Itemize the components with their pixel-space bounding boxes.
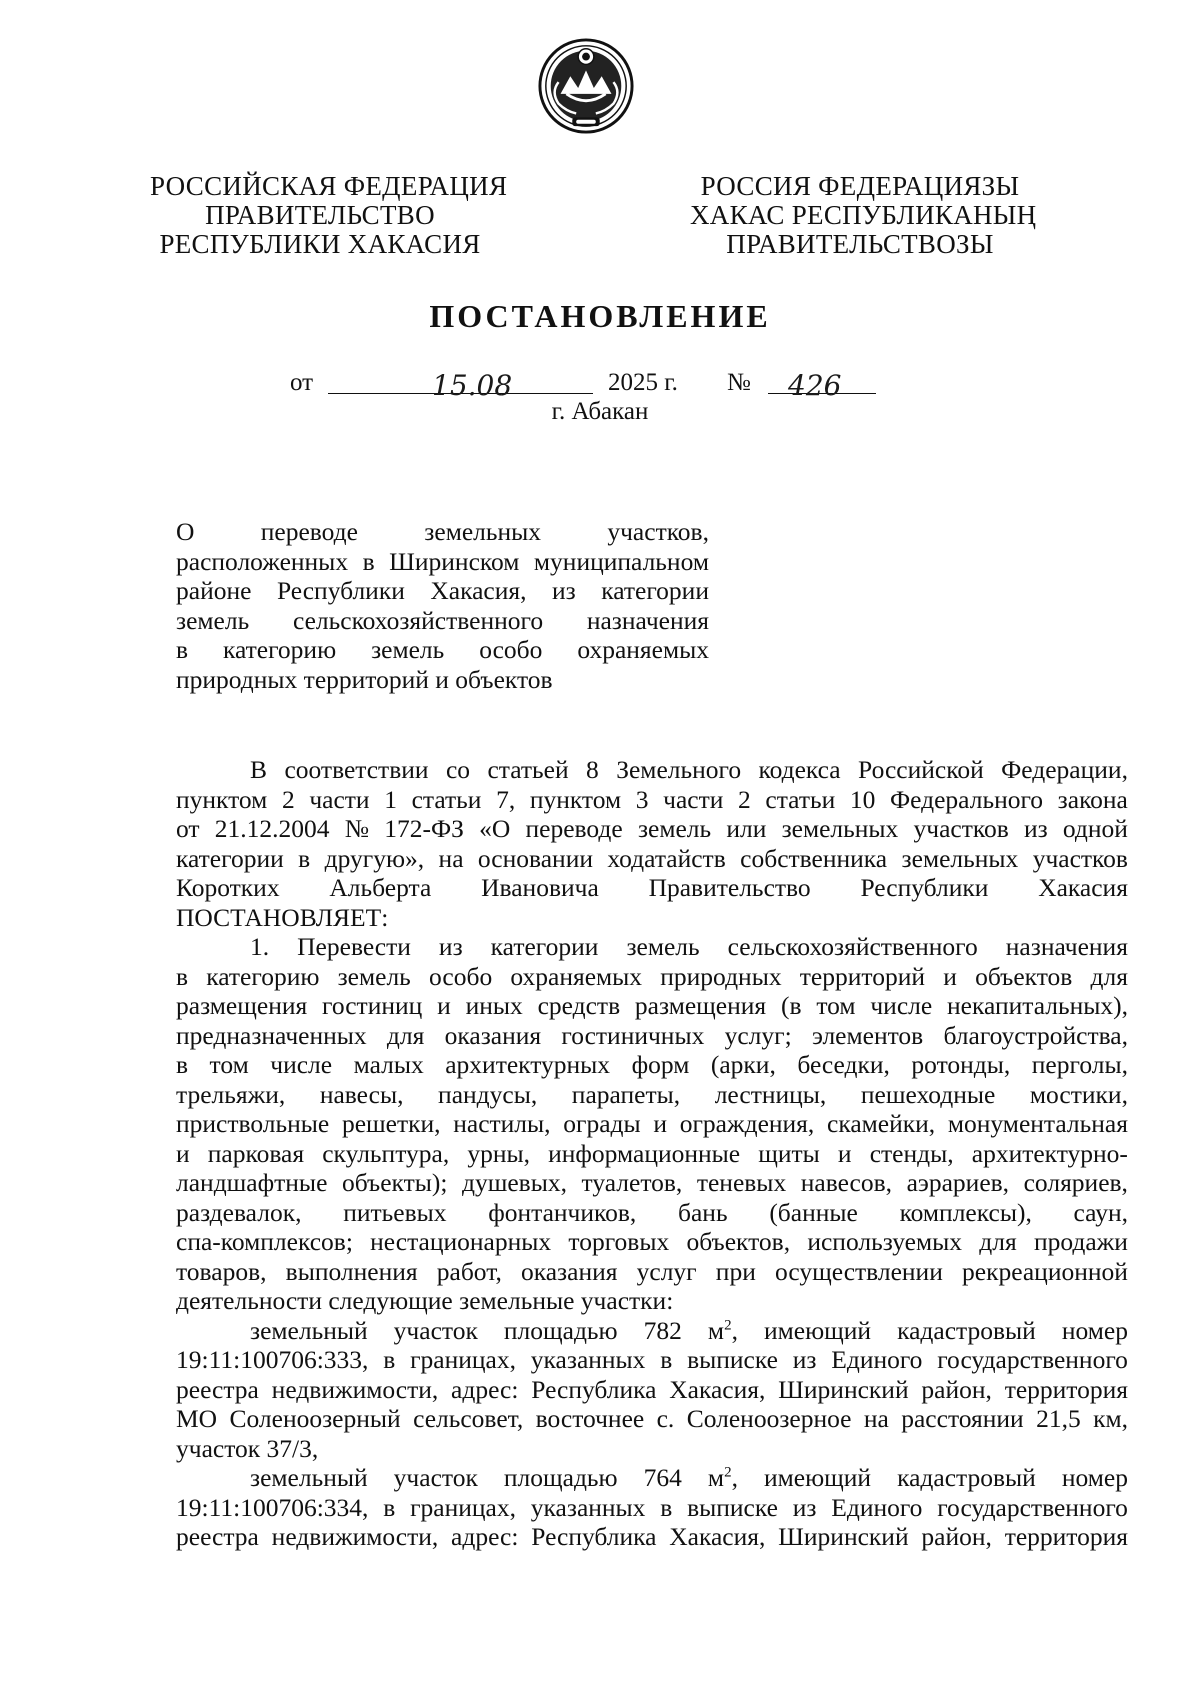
body-line: В соответствии со статьей 8 Земельного кодекса Российской Федерации,: [250, 755, 1128, 784]
body-line: товаров, выполнения работ, оказания услуг при осуществлении рекреационной: [176, 1256, 1128, 1286]
header-right: [690, 171, 1037, 259]
body-line: МО Соленоозерный сельсовет, восточнее с. Соленоозерное на расстоянии 21,5 км,: [176, 1404, 1128, 1433]
handwritten-number: 426: [788, 369, 842, 402]
date-prefix: от: [290, 369, 314, 396]
year-label: 2025 г.: [608, 369, 678, 396]
body-line: в категорию земель особо охраняемых природных территорий и объектов для: [176, 961, 1128, 991]
header-right-line: РОССИЯ ФЕДЕРАЦИЯЗЫ: [700, 171, 1020, 201]
body-line: спа-комплексов; нестационарных торговых объектов, используемых для продажи: [176, 1227, 1128, 1256]
city-label: г. Абакан: [551, 398, 649, 425]
document-title: ПОСТАНОВЛЕНИЕ: [429, 298, 771, 334]
body-line: раздевалок, питьевых фонтанчиков, бань (банные комплексы), саун,: [176, 1197, 1128, 1227]
header-right-line: ПРАВИТЕЛЬСТВОЗЫ: [726, 229, 994, 259]
subject-line: природных территорий и объектов: [176, 664, 553, 694]
subject-line: О переводе земельных участков,: [176, 517, 709, 546]
header-left: [150, 171, 508, 259]
body-line: ландшафтные объекты); душевых, туалетов, теневых навесов, аэрариев, соляриев,: [176, 1168, 1128, 1197]
body-line: и парковая скульптура, урны, информационные щиты и стенды, архитектурно-: [176, 1138, 1128, 1168]
body-line: реестра недвижимости, адрес: Республика Хакасия, Ширинский район, территория: [176, 1522, 1128, 1551]
body-line: 19:11:100706:333, в границах, указанных в выписке из Единого государственного: [176, 1345, 1128, 1374]
resolution-subject: [176, 517, 709, 694]
body-line: предназначенных для оказания гостиничных услуг; элементов благоустройства,: [176, 1020, 1128, 1050]
body-line: размещения гостиниц и иных средств размещения (в том числе некапитальных),: [176, 991, 1128, 1020]
subject-line: расположенных в Ширинском муниципальном: [176, 546, 709, 576]
body-line: пунктом 2 части 1 статьи 7, пунктом 3 части 2 статьи 10 Федерального закона: [176, 784, 1128, 814]
header-left-line: РОССИЙСКАЯ ФЕДЕРАЦИЯ: [150, 171, 508, 201]
body-line: Коротких Альберта Ивановича Правительство Республики Хакасия: [176, 873, 1128, 902]
body-line: 1. Перевести из категории земель сельскохозяйственного назначения: [250, 932, 1128, 961]
body-line: земельный участок площадью 782 $м^2$, имеющий кадастровый номер: [250, 1315, 1128, 1345]
subject-line: районе Республики Хакасия, из категории: [176, 576, 709, 605]
body-line: деятельности следующие земельные участки:: [176, 1286, 674, 1315]
body-line: ПОСТАНОВЛЯЕТ:: [176, 902, 389, 932]
header-left-line: РЕСПУБЛИКИ ХАКАСИЯ: [159, 229, 481, 259]
subject-line: земель сельскохозяйственного назначения: [176, 605, 709, 635]
date-number-line: [290, 365, 910, 402]
body-line: 19:11:100706:334, в границах, указанных в выписке из Единого государственного: [176, 1492, 1128, 1522]
body-line: в том числе малых архитектурных форм (арки, беседки, ротонды, перголы,: [176, 1050, 1128, 1079]
body-line: приствольные решетки, настилы, ограды и ограждения, скамейки, монументальная: [176, 1109, 1128, 1138]
body-line: трельяжи, навесы, пандусы, парапеты, лестницы, пешеходные мостики,: [176, 1079, 1128, 1109]
handwritten-date: 15.08: [432, 369, 513, 402]
subject-line: в категорию земель особо охраняемых: [176, 635, 709, 664]
body-line: участок 37/3,: [176, 1433, 319, 1463]
body-line: реестра недвижимости, адрес: Республика Хакасия, Ширинский район, территория: [176, 1374, 1128, 1404]
header-left-line: ПРАВИТЕЛЬСТВО: [205, 200, 435, 230]
header-right-line: ХАКАС РЕСПУБЛИКАНЫҢ: [690, 200, 1037, 230]
republic-of-khakassia-coat-of-arms-icon: [537, 37, 635, 135]
body-line: категории в другую», на основании ходатайств собственника земельных участков: [176, 843, 1128, 873]
number-sign: №: [727, 369, 751, 396]
body-line: от 21.12.2004 № 172-ФЗ «О переводе земель или земельных участков из одной: [176, 814, 1128, 843]
body-line: земельный участок площадью 764 $м^2$, имеющий кадастровый номер: [250, 1463, 1128, 1492]
resolution-body: [176, 755, 1128, 1552]
